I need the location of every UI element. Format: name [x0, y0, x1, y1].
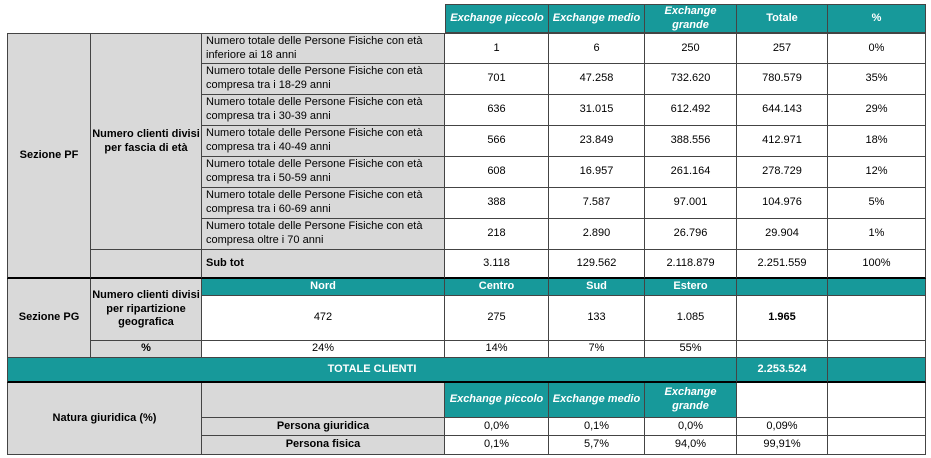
pf-row-pct: 29% — [828, 95, 926, 126]
header-exchange-grande: Exchange grande — [645, 4, 737, 33]
pf-row-totale: 644.143 — [737, 95, 828, 126]
natura-header-blank — [828, 383, 926, 418]
pf-row-piccolo: 388 — [445, 188, 549, 219]
pf-row-label: Numero totale delle Persone Fisiche con età inferiore ai 18 anni — [202, 33, 445, 64]
natura-row-totale: 0,09% — [737, 418, 828, 436]
pf-row-label: Numero totale delle Persone Fisiche con età compresa tra i 30-39 anni — [202, 95, 445, 126]
pg-value-sud: 133 — [549, 296, 645, 341]
pg-pct-blank — [737, 341, 828, 358]
pf-row-medio: 7.587 — [549, 188, 645, 219]
pf-row-piccolo: 701 — [445, 64, 549, 95]
natura-row-blank — [828, 418, 926, 436]
pf-row-totale: 412.971 — [737, 126, 828, 157]
pf-row-piccolo: 636 — [445, 95, 549, 126]
pf-subtot-pct: 100% — [828, 250, 926, 279]
pg-header-blank — [828, 279, 926, 296]
natura-header-piccolo: Exchange piccolo — [445, 383, 549, 418]
natura-row-label: Persona giuridica — [202, 418, 445, 436]
natura-row-medio: 0,1% — [549, 418, 645, 436]
natura-header-blank — [202, 383, 445, 418]
pg-pct-sud: 7% — [549, 341, 645, 358]
pg-pct-centro: 14% — [445, 341, 549, 358]
pg-header-sud: Sud — [549, 279, 645, 296]
pf-row-label: Numero totale delle Persone Fisiche con età compresa tra i 60-69 anni — [202, 188, 445, 219]
pf-row-label: Numero totale delle Persone Fisiche con età compresa tra i 18-29 anni — [202, 64, 445, 95]
pf-row-pct: 12% — [828, 157, 926, 188]
pf-row-grande: 26.796 — [645, 219, 737, 250]
pf-row-totale: 278.729 — [737, 157, 828, 188]
pf-row-piccolo: 218 — [445, 219, 549, 250]
natura-row-grande: 94,0% — [645, 436, 737, 455]
pf-row-label: Numero totale delle Persone Fisiche con età compresa tra i 50-59 anni — [202, 157, 445, 188]
pf-subtot-piccolo: 3.118 — [445, 250, 549, 279]
pf-row-medio: 23.849 — [549, 126, 645, 157]
pf-row-grande: 732.620 — [645, 64, 737, 95]
pg-pct-nord: 24% — [202, 341, 445, 358]
header-exchange-medio: Exchange medio — [549, 4, 645, 33]
pf-row-medio: 6 — [549, 33, 645, 64]
natura-header-medio: Exchange medio — [549, 383, 645, 418]
natura-row-totale: 99,91% — [737, 436, 828, 455]
natura-row-grande: 0,0% — [645, 418, 737, 436]
pg-value-total: 1.965 — [737, 296, 828, 341]
pf-row-pct: 0% — [828, 33, 926, 64]
pf-row-pct: 35% — [828, 64, 926, 95]
pf-row-piccolo: 608 — [445, 157, 549, 188]
pg-pct-blank — [828, 341, 926, 358]
pf-row-grande: 388.556 — [645, 126, 737, 157]
header-exchange-piccolo: Exchange piccolo — [445, 4, 549, 33]
pg-group-label: Numero clienti divisi per ripartizione geografica — [91, 279, 202, 341]
pf-row-grande: 261.164 — [645, 157, 737, 188]
section-pf-label: Sezione PF — [7, 33, 91, 279]
pf-row-label: Numero totale delle Persone Fisiche con età compresa tra i 40-49 anni — [202, 126, 445, 157]
pg-pct-estero: 55% — [645, 341, 737, 358]
pg-header-centro: Centro — [445, 279, 549, 296]
natura-row-piccolo: 0,0% — [445, 418, 549, 436]
pg-pct-label: % — [91, 341, 202, 358]
pf-subtot-totale: 2.251.559 — [737, 250, 828, 279]
pf-subtot-label: Sub tot — [202, 250, 445, 279]
natura-row-medio: 5,7% — [549, 436, 645, 455]
section-pg-label: Sezione PG — [7, 279, 91, 358]
header-percent: % — [828, 4, 926, 33]
client-table — [7, 4, 926, 455]
pf-row-totale: 29.904 — [737, 219, 828, 250]
pg-header-nord: Nord — [202, 279, 445, 296]
pf-row-medio: 2.890 — [549, 219, 645, 250]
pf-row-piccolo: 1 — [445, 33, 549, 64]
totale-clienti-blank — [828, 358, 926, 383]
pg-value-nord: 472 — [202, 296, 445, 341]
natura-header-blank — [737, 383, 828, 418]
pf-row-medio: 47.258 — [549, 64, 645, 95]
header-totale: Totale — [737, 4, 828, 33]
pg-value-estero: 1.085 — [645, 296, 737, 341]
pf-row-pct: 1% — [828, 219, 926, 250]
natura-header-grande: Exchange grande — [645, 383, 737, 418]
pg-header-blank — [737, 279, 828, 296]
pf-row-grande: 612.492 — [645, 95, 737, 126]
pf-row-medio: 31.015 — [549, 95, 645, 126]
totale-clienti-value: 2.253.524 — [737, 358, 828, 383]
natura-label: Natura giuridica (%) — [7, 383, 202, 455]
pf-subtot-medio: 129.562 — [549, 250, 645, 279]
pf-row-grande: 97.001 — [645, 188, 737, 219]
pg-header-estero: Estero — [645, 279, 737, 296]
pf-row-totale: 780.579 — [737, 64, 828, 95]
pf-row-grande: 250 — [645, 33, 737, 64]
pf-row-pct: 18% — [828, 126, 926, 157]
pf-row-medio: 16.957 — [549, 157, 645, 188]
pf-row-totale: 257 — [737, 33, 828, 64]
totale-clienti-label: TOTALE CLIENTI — [7, 358, 737, 383]
pf-subtot-spacer — [91, 250, 202, 279]
natura-row-blank — [828, 436, 926, 455]
pf-row-label: Numero totale delle Persone Fisiche con età compresa oltre i 70 anni — [202, 219, 445, 250]
pg-value-centro: 275 — [445, 296, 549, 341]
pg-value-blank — [828, 296, 926, 341]
natura-row-label: Persona fisica — [202, 436, 445, 455]
pf-subtot-grande: 2.118.879 — [645, 250, 737, 279]
pf-row-totale: 104.976 — [737, 188, 828, 219]
pf-group-label: Numero clienti divisi per fascia di età — [91, 33, 202, 250]
pf-row-piccolo: 566 — [445, 126, 549, 157]
pf-row-pct: 5% — [828, 188, 926, 219]
natura-row-piccolo: 0,1% — [445, 436, 549, 455]
